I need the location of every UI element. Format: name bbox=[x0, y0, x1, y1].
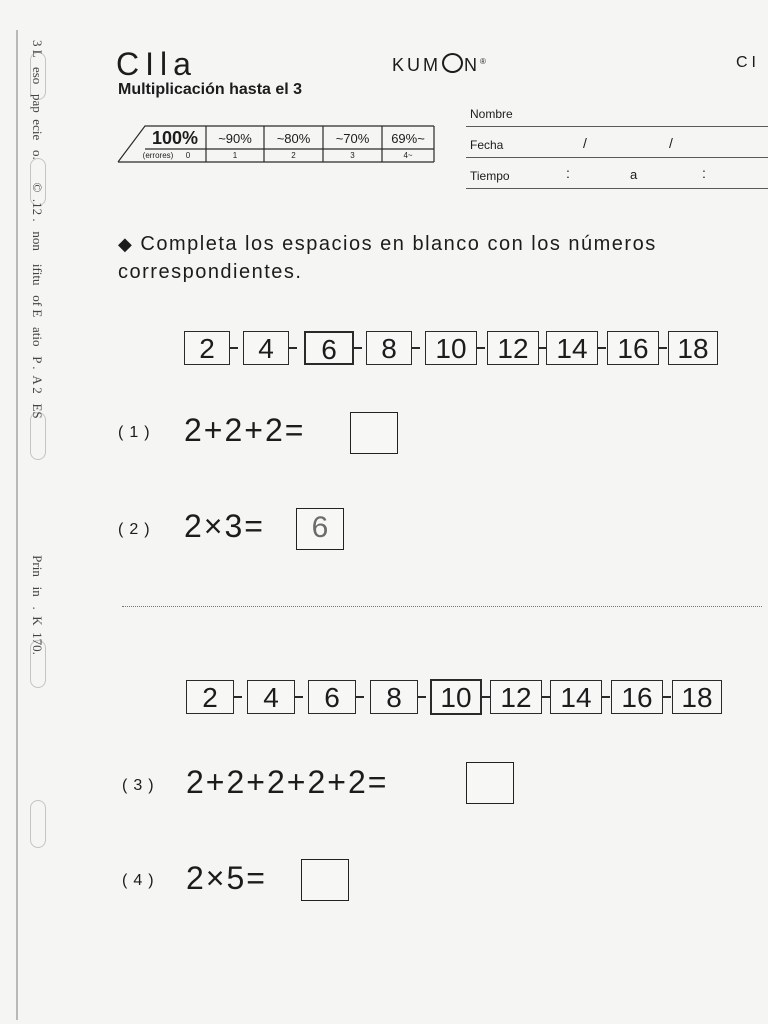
answer-box[interactable] bbox=[466, 762, 514, 804]
question-number: (4) bbox=[122, 872, 160, 889]
time-label: Tiempo bbox=[470, 169, 510, 183]
logo-circle-icon bbox=[442, 53, 463, 73]
name-label: Nombre bbox=[470, 107, 513, 121]
question-number: (1) bbox=[118, 424, 156, 441]
sequence-box: 12 bbox=[490, 680, 542, 714]
score-70: ~70% bbox=[335, 131, 370, 146]
question-number: (3) bbox=[122, 777, 160, 794]
brand-logo: KUM N® bbox=[392, 55, 486, 75]
answer-box[interactable] bbox=[301, 859, 349, 901]
question-expression: 2+2+2= bbox=[184, 412, 306, 448]
section-divider bbox=[122, 606, 762, 607]
sequence-box: 2 bbox=[186, 680, 234, 714]
score-69: 69%~ bbox=[391, 131, 425, 146]
binding-edge bbox=[16, 30, 18, 1020]
sequence-box: 16 bbox=[611, 680, 663, 714]
worksheet-subtitle: Multiplicación hasta el 3 bbox=[118, 81, 303, 98]
errors-label: (errores) bbox=[142, 151, 174, 160]
errors-0: 0 bbox=[185, 151, 191, 160]
sequence-box-highlighted: 10 bbox=[430, 679, 482, 715]
errors-2: 2 bbox=[291, 151, 296, 160]
sequence-box: 2 bbox=[184, 331, 230, 365]
errors-4: 4~ bbox=[403, 151, 413, 160]
sequence-box: 14 bbox=[546, 331, 598, 365]
answer-value: 6 bbox=[311, 511, 329, 544]
sequence-box: 8 bbox=[370, 680, 418, 714]
sequence-box: 4 bbox=[243, 331, 289, 365]
score-table bbox=[116, 125, 436, 163]
sequence-box: 6 bbox=[308, 680, 356, 714]
diamond-bullet-icon: ◆ bbox=[118, 234, 134, 254]
sequence-box: 14 bbox=[550, 680, 602, 714]
question-expression: 2+2+2+2+2= bbox=[186, 764, 389, 800]
errors-3: 3 bbox=[350, 151, 355, 160]
sequence-box: 18 bbox=[668, 331, 718, 365]
date-field[interactable] bbox=[466, 157, 768, 158]
time-separator: : bbox=[566, 165, 570, 181]
sequence-box: 8 bbox=[366, 331, 412, 365]
instruction bbox=[118, 230, 768, 286]
page-code: CI bbox=[736, 54, 760, 71]
sequence-box: 16 bbox=[607, 331, 659, 365]
time-field[interactable] bbox=[466, 188, 768, 189]
sequence-box: 10 bbox=[425, 331, 477, 365]
answer-box[interactable] bbox=[296, 508, 344, 550]
time-to-label: a bbox=[630, 167, 638, 182]
instruction-text: Completa los espacios en blanco con los números correspondientes. bbox=[118, 233, 657, 283]
sequence-box: 12 bbox=[487, 331, 539, 365]
date-separator: / bbox=[669, 135, 673, 151]
errors-1: 1 bbox=[232, 151, 238, 160]
name-field[interactable] bbox=[466, 126, 768, 127]
sequence-box: 4 bbox=[247, 680, 295, 714]
sequence-box: 18 bbox=[672, 680, 722, 714]
question-expression: 2×3= bbox=[184, 508, 265, 544]
date-label: Fecha bbox=[470, 138, 504, 152]
time-separator: : bbox=[702, 165, 706, 181]
question-number: (2) bbox=[118, 521, 156, 538]
score-90: ~90% bbox=[218, 131, 252, 146]
question-expression: 2×5= bbox=[186, 860, 267, 896]
score-100: 100% bbox=[151, 128, 199, 148]
score-80: ~80% bbox=[276, 131, 311, 146]
answer-box[interactable] bbox=[350, 412, 398, 454]
copyright-side-text: 3 L eso pap ecie o. © .12 . non ifitu of E atio P . A 2 ES Prin in . K 170. bbox=[30, 40, 45, 655]
level-code: CIla bbox=[116, 46, 197, 82]
sequence-box-highlighted: 6 bbox=[304, 331, 354, 365]
date-separator: / bbox=[583, 135, 587, 151]
